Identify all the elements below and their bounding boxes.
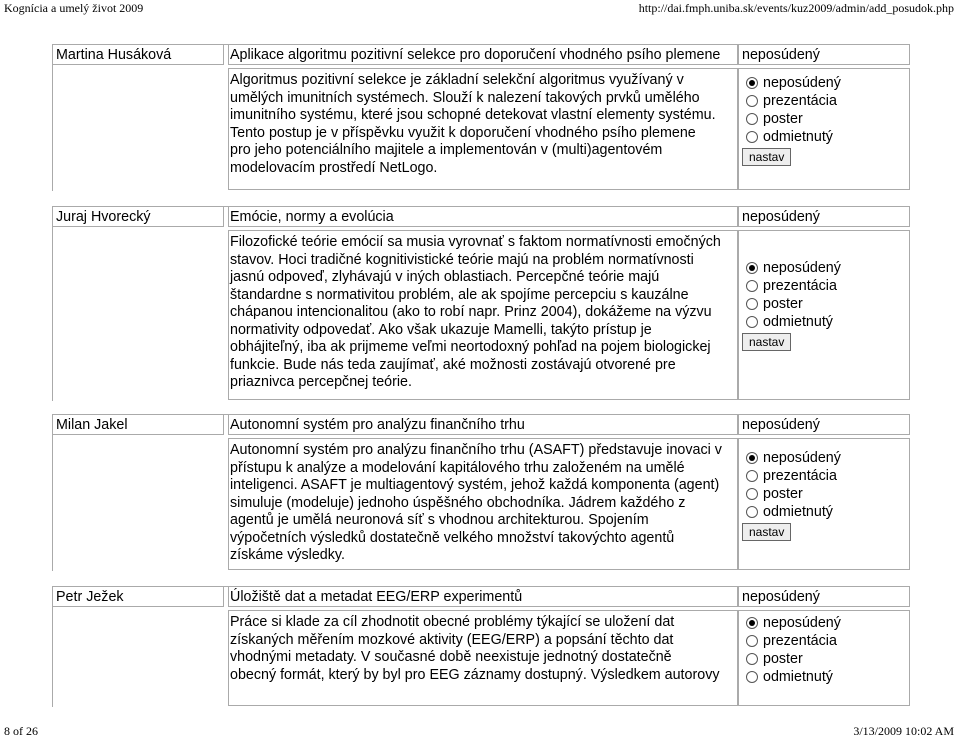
radio-button[interactable] — [746, 470, 758, 482]
author-name: Milan Jakel — [56, 417, 128, 433]
option-label: poster — [763, 111, 803, 127]
option-label: neposúdený — [763, 260, 841, 276]
abstract-line: přístupu k analýze a modelování kapitálového trhu založeném na umělé — [230, 459, 685, 476]
review-status: neposúdený — [742, 209, 820, 225]
option-label: neposúdený — [763, 450, 841, 466]
set-button[interactable]: nastav — [742, 523, 791, 541]
option-label: prezentácia — [763, 93, 837, 109]
option-1[interactable] — [742, 449, 841, 467]
abstract-line: obecný formát, který by byl pro EEG záznamy dostupný. Výsledkem autorovy — [230, 666, 720, 683]
option-2[interactable] — [742, 632, 841, 650]
radio-button[interactable] — [746, 298, 758, 310]
abstract-line: imunitního systému, které jsou schopné detekovat vlastní elementy systému. — [230, 107, 716, 123]
abstract — [230, 234, 721, 392]
abstract-line: Filozofické teórie emócií sa musia vyrovnať s faktom normatívnosti emočných — [230, 234, 721, 250]
radio-button[interactable] — [746, 653, 758, 665]
radio-button[interactable] — [746, 113, 758, 125]
review-entry — [52, 206, 910, 400]
option-2[interactable] — [742, 277, 841, 295]
abstract — [230, 72, 716, 177]
abstract-line: obhájiteľný, iba ak prijmeme veľmi neortodoxný pohľad na pojem biologickej — [230, 339, 711, 355]
option-3[interactable] — [742, 295, 841, 313]
abstract-line: získaných měřením mozkové aktivity (EEG/ERP) a popsání těchto dat — [230, 631, 674, 648]
author-name: Martina Husáková — [56, 47, 172, 63]
option-label: odmietnutý — [763, 314, 833, 330]
abstract — [230, 614, 720, 684]
set-button[interactable]: nastav — [742, 148, 791, 166]
option-label: neposúdený — [763, 615, 841, 631]
decision-options — [742, 259, 841, 351]
option-3[interactable] — [742, 485, 841, 503]
review-entry — [52, 44, 910, 190]
option-label: prezentácia — [763, 468, 837, 484]
abstract-line: získáme výsledky. — [230, 547, 345, 563]
abstract-line: modelovacím prostředí NetLogo. — [230, 159, 438, 176]
abstract-line: stavov. Hoci tradičné kognitivistické teórie majú na problém normatívnosti — [230, 251, 694, 268]
decision-options — [742, 449, 841, 541]
option-1[interactable] — [742, 614, 841, 632]
option-3[interactable] — [742, 110, 841, 128]
paper-title: Autonomní systém pro analýzu finančního trhu — [230, 417, 525, 433]
abstract-line: funkcie. Bude nás teda zaujímať, aké možnosti zostávajú otvorené pre — [230, 356, 676, 373]
review-entry — [52, 586, 910, 706]
review-status: neposúdený — [742, 47, 820, 63]
option-4[interactable] — [742, 503, 841, 521]
radio-button[interactable] — [746, 316, 758, 328]
option-label: prezentácia — [763, 633, 837, 649]
radio-button[interactable] — [746, 635, 758, 647]
paper-title: Úložiště dat a metadat EEG/ERP experimentů — [230, 589, 523, 605]
abstract-line: Autonomní systém pro analýzu finančního trhu (ASAFT) představuje inovaci v — [230, 442, 722, 458]
radio-button[interactable] — [746, 671, 758, 683]
radio-button[interactable] — [746, 77, 758, 89]
review-entry — [52, 414, 910, 570]
abstract-line: Algoritmus pozitivní selekce je základní selekční algoritmus využívaný v — [230, 72, 684, 88]
option-3[interactable] — [742, 650, 841, 668]
option-label: poster — [763, 651, 803, 667]
option-2[interactable] — [742, 92, 841, 110]
print-datetime: 3/13/2009 10:02 AM — [853, 724, 954, 738]
abstract-line: Tento postup je v příspěvku využit k doporučení vhodného psího plemene — [230, 124, 696, 141]
option-label: poster — [763, 486, 803, 502]
option-2[interactable] — [742, 467, 841, 485]
radio-button[interactable] — [746, 617, 758, 629]
paper-title: Emócie, normy a evolúcia — [230, 209, 394, 225]
review-status: neposúdený — [742, 417, 820, 433]
option-label: prezentácia — [763, 278, 837, 294]
radio-button[interactable] — [746, 280, 758, 292]
author-name: Juraj Hvorecký — [56, 209, 151, 225]
header-title: Kognícia a umelý život 2009 — [4, 1, 144, 15]
author-name: Petr Ježek — [56, 589, 124, 605]
option-4[interactable] — [742, 313, 841, 331]
radio-button[interactable] — [746, 262, 758, 274]
decision-options — [742, 74, 841, 166]
abstract-line: simuluje (modeluje) jednoho úspěšného obchodníka. Jádrem každého z — [230, 494, 686, 511]
radio-button[interactable] — [746, 95, 758, 107]
abstract-line: pro jeho potenciálního majitele a implementován v (multi)agentovém — [230, 142, 663, 158]
option-label: neposúdený — [763, 75, 841, 91]
abstract-line: štandardne s normativitou problém, ale ak spojíme percepciu s kauzálne — [230, 286, 689, 303]
page-footer — [0, 724, 960, 740]
option-4[interactable] — [742, 668, 841, 686]
review-status: neposúdený — [742, 589, 820, 605]
page-header — [0, 0, 960, 16]
radio-button[interactable] — [746, 506, 758, 518]
option-4[interactable] — [742, 128, 841, 146]
radio-button[interactable] — [746, 488, 758, 500]
paper-title: Aplikace algoritmu pozitivní selekce pro doporučení vhodného psího plemene — [230, 47, 721, 63]
abstract-line: normativity odpovedať. Ako však ukazuje Mamelli, takýto prístup je — [230, 321, 652, 338]
abstract-line: výpočetních výsledků dostatečně velkého množství takovýchto agentů — [230, 529, 675, 546]
abstract-line: umělých imunitních systémech. Slouží k nalezení takových prvků umělého — [230, 89, 700, 106]
option-label: odmietnutý — [763, 129, 833, 145]
option-1[interactable] — [742, 74, 841, 92]
option-label: poster — [763, 296, 803, 312]
option-1[interactable] — [742, 259, 841, 277]
abstract-line: vhodnými metadaty. V současné době neexistuje jednotný dostatečně — [230, 649, 672, 665]
abstract — [230, 442, 722, 565]
radio-button[interactable] — [746, 131, 758, 143]
page-number: 8 of 26 — [4, 724, 38, 738]
abstract-line: jasnú odpoveď, zlyhávajú v iných oblastiach. Percepčné teórie majú — [230, 269, 660, 285]
header-url: http://dai.fmph.uniba.sk/events/kuz2009/admin/add_posudok.php — [638, 1, 954, 15]
radio-button[interactable] — [746, 452, 758, 464]
decision-options — [742, 614, 841, 686]
set-button[interactable]: nastav — [742, 333, 791, 351]
abstract-line: Práce si klade za cíl zhodnotit obecné problémy týkající se uložení dat — [230, 614, 675, 630]
option-label: odmietnutý — [763, 504, 833, 520]
option-label: odmietnutý — [763, 669, 833, 685]
abstract-line: chápanou intencionalitou (ako to robí napr. Prinz 2004), dokážeme na výzvu — [230, 304, 712, 320]
abstract-line: agentů je umělá neuronová síť s vhodnou architekturou. Spojením — [230, 512, 649, 528]
abstract-line: inteligenci. ASAFT je multiagentový systém, jehož každá komponenta (agent) — [230, 477, 720, 493]
abstract-line: priaznivca percepčnej teórie. — [230, 374, 412, 390]
